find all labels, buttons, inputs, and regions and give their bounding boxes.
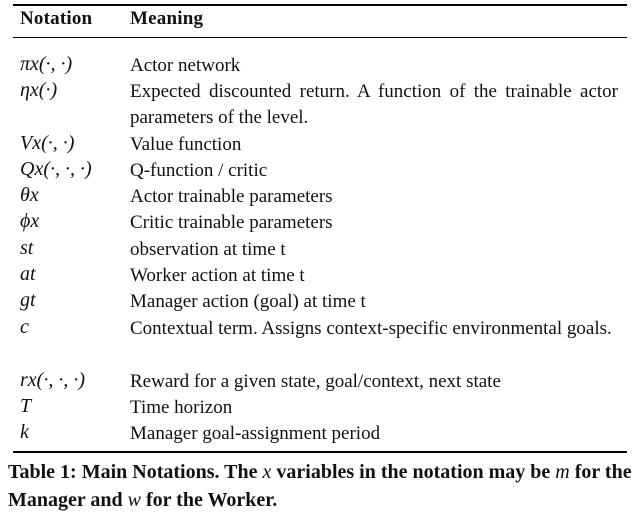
notation-cell: ϕx [20, 210, 40, 232]
notation-cell: πx(·, ·) [20, 53, 73, 75]
meaning-cell: Expected discounted return. A function of the trainable actor parameters of the level. [130, 81, 618, 128]
caption-var-w: w [127, 489, 141, 511]
notation-cell: T [20, 395, 32, 417]
meaning-cell: Time horizon [130, 397, 233, 418]
header-notation: Notation [20, 8, 93, 29]
notation-cell: Qx(·, ·, ·) [20, 158, 92, 180]
caption-var-m: m [555, 461, 570, 483]
caption-label: Table 1: Main Notations. [8, 461, 220, 483]
notation-cell: ηx(·) [20, 79, 58, 101]
meaning-cell: observation at time t [130, 239, 286, 260]
meaning-cell: Manager action (goal) at time t [130, 291, 366, 312]
caption-var-x: x [262, 461, 272, 483]
meaning-cell: Manager goal-assignment period [130, 423, 381, 444]
meaning-cell: Q-function / critic [130, 160, 268, 181]
meaning-cell: Contextual term. Assigns context-specific environmental goals. [130, 318, 612, 339]
table-header-rule [13, 37, 627, 38]
notation-cell: k [20, 421, 29, 443]
notation-cell: rx(·, ·, ·) [20, 369, 85, 391]
caption-text: variables in the notation may be [276, 461, 551, 483]
notation-cell: st [20, 237, 34, 259]
table-caption [8, 458, 634, 514]
caption-text: The [224, 461, 258, 483]
meaning-cell: Critic trainable parameters [130, 212, 333, 233]
notation-cell: Vx(·, ·) [20, 132, 75, 154]
caption-text: for the Worker. [145, 489, 278, 511]
meaning-cell: Actor network [130, 55, 241, 76]
notation-cell: θx [20, 184, 39, 206]
notation-cell: gt [20, 289, 36, 311]
header-meaning: Meaning [130, 8, 204, 29]
meaning-cell: Actor trainable parameters [130, 186, 333, 207]
notation-cell: c [20, 316, 29, 338]
caption-text: for the Manager and [8, 461, 632, 511]
meaning-cell: Worker action at time t [130, 265, 305, 286]
notation-cell: at [20, 263, 36, 285]
table-bottom-rule [13, 451, 627, 453]
meaning-cell: Reward for a given state, goal/context, next state [130, 371, 501, 392]
table-top-rule [13, 4, 627, 6]
meaning-cell: Value function [130, 134, 242, 155]
